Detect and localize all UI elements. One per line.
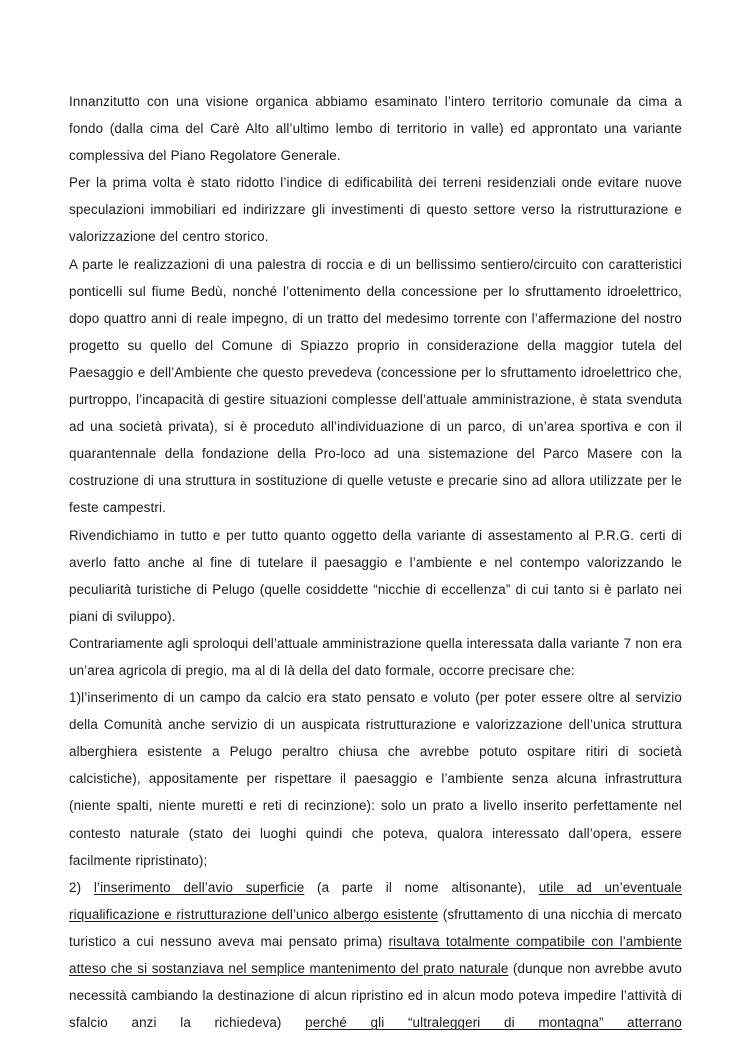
paragraph-5: Contrariamente agli sproloqui dell’attuale amministrazione quella interessata dalla variante 7 non era un’area agricola di pregio, ma al di là della del dato formale, occorre precisare che: [69,635,682,678]
paragraph-6: 1)l’inserimento di un campo da calcio era stato pensato e voluto (per poter essere oltre al servizio della Comunità anche servizio di un auspicata ristrutturazione e valorizzazione dell’unica struttura alberghiera esistente a Pelugo peraltro chiusa che avrebbe potuto ospitare ritiri di società calcistiche), appositamente per rispettare il paesaggio e l’ambiente senza alcuna infrastruttura (niente spalti, niente muretti e reti di recinzione): solo un prato a livello inserito perfettamente nel contesto naturale (stato dei luoghi quindi che poteva, qualora interessato dall’opera, essere facilmente ripristinato); [69,690,682,868]
text-run: (sfruttamento di una nicchia di mercato turistico a cui nessuno aveva mai pensato prima) [69,906,683,949]
paragraph-3: A parte le realizzazioni di una palestra di roccia e di un bellissimo sentiero/circuito con caratteristici ponticelli sul fiume Bedù, nonché l’ottenimento della concessione per lo sfruttamento idroelettrico, dopo quattro anni di reale impegno, di un tratto del medesimo torrente con l’affermazione del nostro progetto su quello del Comune di Spiazzo proprio in considerazione della maggior tutela del Paesaggio e dell’Ambiente che questo prevedeva (concessione per lo sfruttamento idroelettrico che, purtroppo, l’incapacità di gestire situazioni complesse dell’attuale amministrazione, è stata svenduta ad una società privata), si è proceduto all’individuazione di un parco, di un’area sportiva e con il quarantennale della fondazione della Pro-loco ad una sistemazione del Parco Masere con la costruzione di una struttura in sostituzione di quelle vetuste e precarie sino ad allora utilizzate per le feste campestri. [69,256,682,516]
paragraph-2: Per la prima volta è stato ridotto l’indice di edificabilità dei terreni residenziali onde evitare nuove speculazioni immobiliari ed indirizzare gli investimenti di questo settore verso la ristrutturazione e valorizzazione del centro storico. [69,175,682,245]
text-run: (dunque non avrebbe avuto necessità cambiando la destinazione di alcun ripristino ed in alcun modo poteva impedire l’attività di sfalcio anzi la richiedeva) [69,961,682,1031]
text-run: 2) [69,879,94,895]
paragraph-7-numbered-item [69,874,682,1037]
paragraph-1: Innanzitutto con una visione organica abbiamo esaminato l’intero territorio comunale da cima a fondo (dalla cima del Carè Alto all’ultimo lembo di territorio in valle) ed approntato una variante complessiva del Piano Regolatore Generale. [69,94,682,164]
paragraph-4: Rivendichiamo in tutto e per tutto quanto oggetto della variante di assestamento al P.R.G. certi di averlo fatto anche al fine di tutelare il paesaggio e l’ambiente e nel contempo valorizzando le peculiarità turistiche di Pelugo (quelle cosiddette “nicchie di eccellenza” di cui tanto si è parlato nei piani di sviluppo). [69,527,682,624]
underlined-text-run: perché gli “ultraleggeri di montagna” atterrano [305,1015,682,1031]
underlined-text-run: utile ad un’eventuale riqualificazione e ristrutturazione dell’unico albergo esistente [69,879,682,922]
document-text-column [69,88,682,1036]
underlined-text-run: l’inserimento dell’avio superficie [93,879,305,895]
underlined-text-run: risultava totalmente compatibile con l’ambiente atteso che si sostanziava nel semplice mantenimento del prato naturale [69,933,683,976]
text-run: (a parte il nome altisonante), [304,879,539,895]
